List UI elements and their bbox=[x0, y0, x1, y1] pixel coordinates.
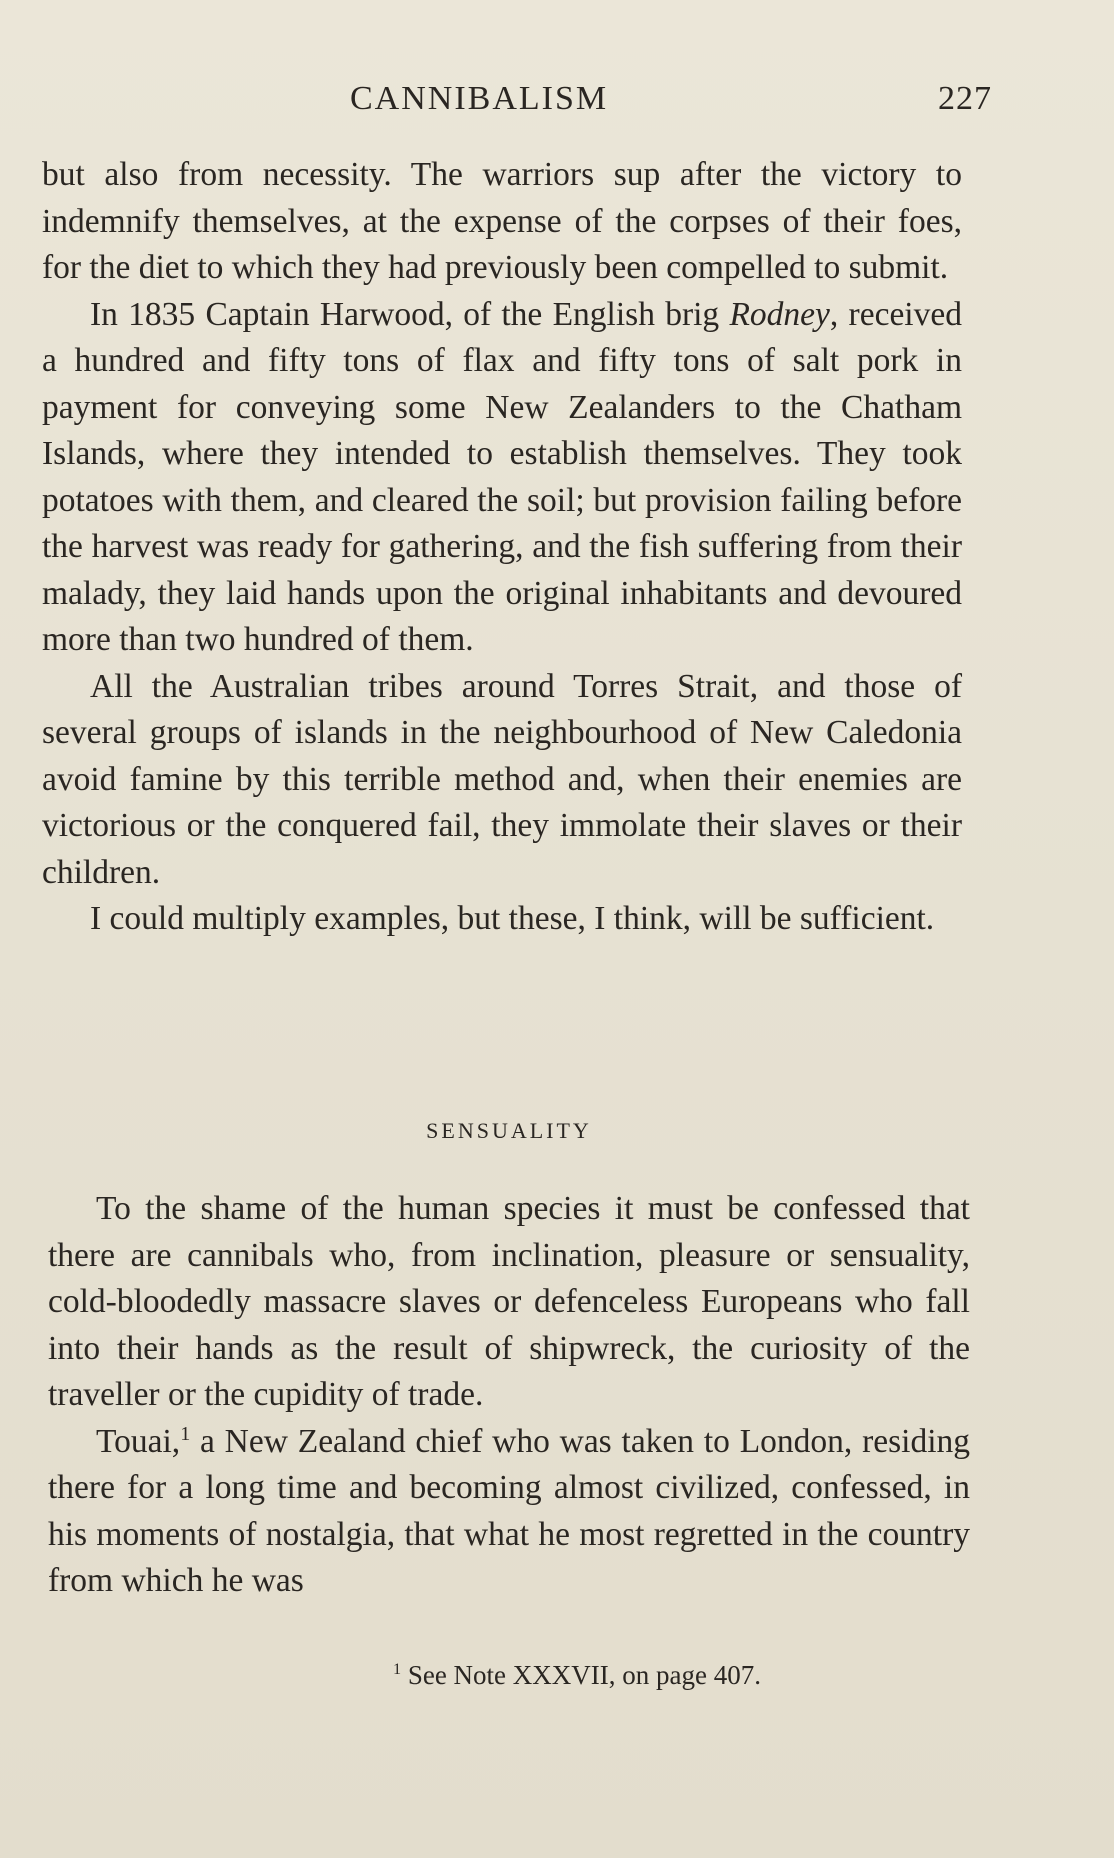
paragraph bbox=[42, 292, 962, 664]
paragraph-text: Touai, bbox=[96, 1422, 181, 1460]
paragraph bbox=[48, 1419, 970, 1605]
section-heading: SENSUALITY bbox=[426, 1118, 592, 1143]
body-text bbox=[42, 152, 962, 943]
paragraph: I could multiply examples, but these, I think, will be sufficient. bbox=[90, 900, 935, 937]
paragraph-text: , received a hundred and fifty tons of flax and fifty tons of salt pork in payment for conveying some New Zealanders to the Chatham Islands, where they intended to establish themselves. They took potatoes with them, and cleared the soil; but provision failing before the harvest was ready for gathering, and the fish suffering from their malady, they laid hands upon the original inhabitants and devoured more than two hundred of them. bbox=[42, 295, 962, 658]
paragraph-text: a New Zealand chief who was taken to London, residing there for a long time and becoming almost civilized, confessed, in his moments of nostalgia, that what he most regretted in the country from which he was bbox=[48, 1422, 970, 1599]
paragraph-text: In 1835 Captain Harwood, of the English brig bbox=[90, 295, 720, 333]
ship-name: Rodney bbox=[729, 295, 830, 333]
section-body bbox=[48, 1186, 970, 1605]
paragraph: To the shame of the human species it must be confessed that there are cannibals who, from inclination, pleasure or sensuality, cold-bloodedly massacre slaves or defenceless Europeans who fall into their hands as the result of shipwreck, the curiosity of the traveller or the cupidity of trade. bbox=[48, 1190, 970, 1413]
footnote-text: See Note XXXVII, on page 407. bbox=[401, 1660, 761, 1690]
footnote bbox=[0, 1660, 1114, 1691]
page-number: 227 bbox=[938, 80, 992, 117]
paragraph: but also from necessity. The warriors sup after the victory to indemnify themselves, at the expense of the corpses of their foes, for the diet to which they had previously been compelled to submit. bbox=[42, 156, 962, 286]
footnote-ref: 1 bbox=[180, 1422, 191, 1445]
footnote-marker: 1 bbox=[392, 1660, 402, 1678]
running-title: CANNIBALISM bbox=[350, 80, 609, 117]
running-head bbox=[40, 80, 992, 130]
paragraph: All the Australian tribes around Torres Strait, and those of several groups of islands in the neighbourhood of New Caledonia avoid famine by this terrible method and, when their enemies are victorious or the conquered fail, they immolate their slaves or their children. bbox=[42, 667, 962, 891]
